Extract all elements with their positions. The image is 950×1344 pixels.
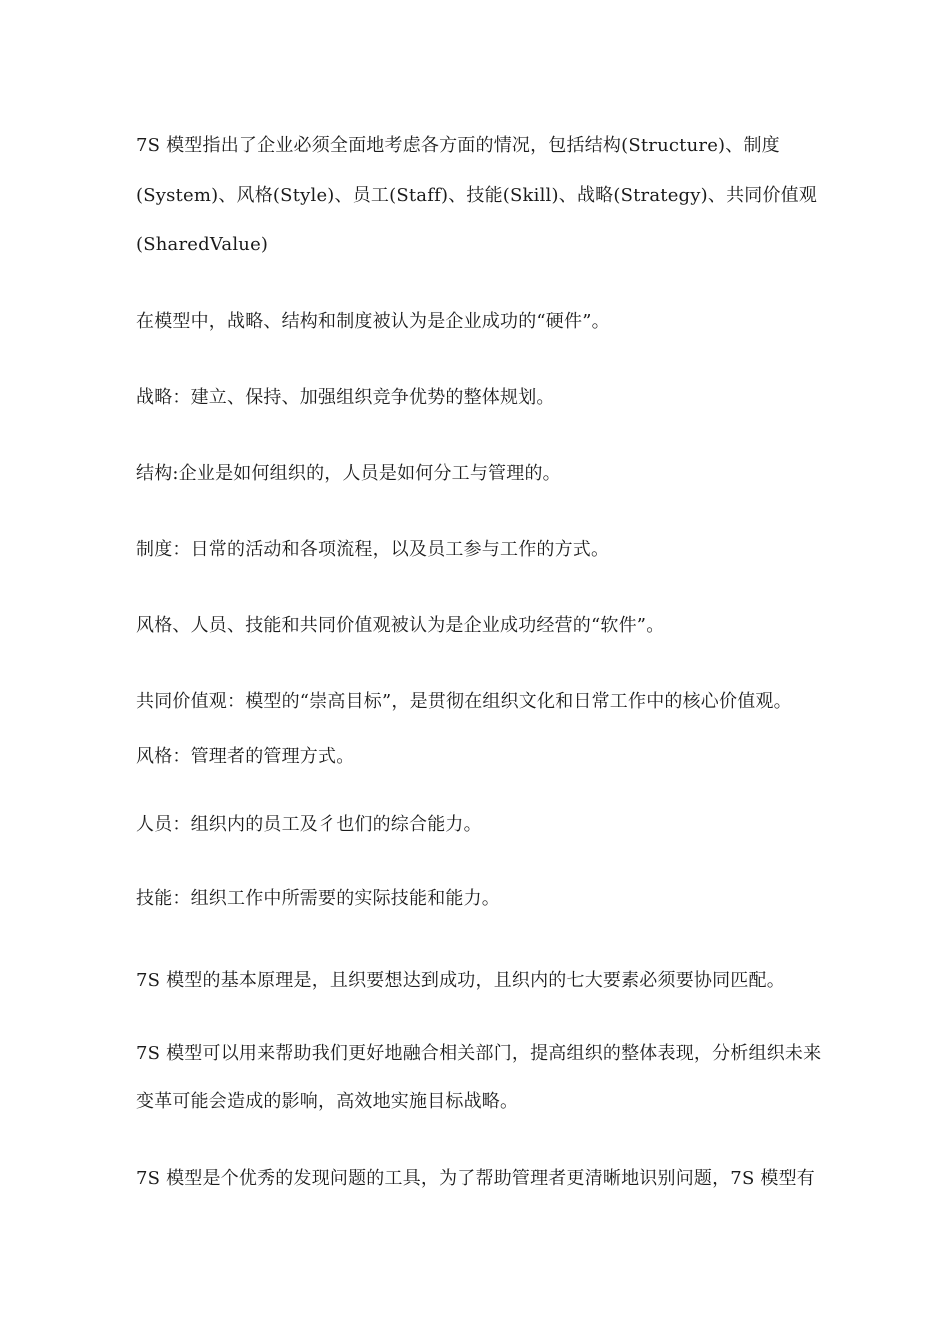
paragraph-strategy: 战略：建立、保持、加强组织竞争优势的整体规划。 bbox=[136, 387, 555, 408]
paragraph-hardware: 在模型中，战略、结构和制度被认为是企业成功的“硬件”。 bbox=[136, 311, 610, 332]
paragraph-staff: 人员：组织内的员工及彳也们的综合能力。 bbox=[136, 814, 482, 835]
paragraph-tool: 7S 模型是个优秀的发现问题的工具，为了帮助管理者更清晰地识别问题，7S 模型有 bbox=[136, 1168, 816, 1189]
paragraph-style: 风格：管理者的管理方式。 bbox=[136, 746, 355, 767]
paragraph-shared-value: 共同价值观：模型的“崇高目标”，是贯彻在组织文化和日常工作中的核心价值观。 bbox=[136, 691, 792, 712]
paragraph-software: 风格、人员、技能和共同价值观被认为是企业成功经营的“软件”。 bbox=[136, 615, 665, 636]
paragraph-structure: 结构:企业是如何组织的，人员是如何分工与管理的。 bbox=[136, 463, 561, 484]
paragraph-usage-line-2: 变革可能会造成的影响，高效地实施目标战略。 bbox=[136, 1091, 519, 1112]
paragraph-skill: 技能：组织工作中所需要的实际技能和能力。 bbox=[136, 888, 500, 909]
paragraph-intro-line-2: (System)、风格(Style)、员工(Staff)、技能(Skill)、战略(Strategy)、共同价值观 bbox=[136, 185, 818, 206]
paragraph-principle: 7S 模型的基本原理是，且织要想达到成功，且织内的七大要素必须要协同匹配。 bbox=[136, 970, 785, 991]
paragraph-system: 制度：日常的活动和各项流程，以及员工参与工作的方式。 bbox=[136, 539, 610, 560]
paragraph-intro-line-3: (SharedValue) bbox=[136, 234, 269, 255]
paragraph-intro-line-1: 7S 模型指出了企业必须全面地考虑各方面的情况，包括结构(Structure)、制度 bbox=[136, 135, 780, 156]
paragraph-usage-line-1: 7S 模型可以用来帮助我们更好地融合相关部门，提高组织的整体表现，分析组织未来 bbox=[136, 1043, 822, 1064]
